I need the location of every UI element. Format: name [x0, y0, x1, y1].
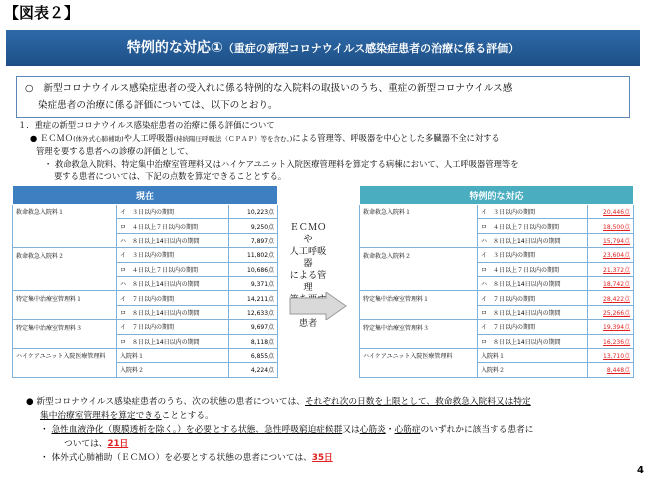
- table-row: [360, 205, 634, 219]
- bottom-notes: [26, 395, 636, 465]
- section-bullet: [18, 132, 638, 146]
- cell-points: 28,422点: [588, 291, 634, 305]
- cell-name: 特定集中治療室管理料１: [13, 291, 117, 305]
- table-row: [360, 291, 634, 305]
- item-1-g: のいずれかに該当する患者に: [420, 425, 534, 435]
- cell-name: [360, 334, 478, 348]
- table-row: [13, 291, 278, 305]
- cell-name: [360, 363, 478, 377]
- cell-name: [13, 219, 117, 233]
- bullet-ecmo: ＥＣＭＯ: [39, 132, 74, 143]
- table-row: [13, 276, 278, 290]
- cell-name: [13, 363, 117, 377]
- section-1: [18, 119, 638, 183]
- cell-name: [360, 233, 478, 247]
- cell-points: 11,802点: [229, 248, 278, 262]
- item-1-c: 又は: [342, 425, 360, 435]
- summary-line-1: 新型コロナウイルス感染症患者の受入れに係る特例的な入院料の取扱いのうち、重症の新型コロナウイルス感: [43, 83, 513, 94]
- bottom-mark: ●: [26, 397, 34, 407]
- bullet-ventilator: や人工呼吸器: [123, 132, 174, 143]
- cell-period: ロ ４日以上７日以内の期間: [117, 262, 229, 276]
- cell-period: ハ ８日以上14日以内の期間: [117, 276, 229, 290]
- bullet-mark: ●: [30, 132, 38, 143]
- cell-period: 入院料１: [117, 348, 229, 362]
- table-row: [360, 363, 634, 377]
- bottom-p1-b: それぞれ次の日数を上限として、救命救急入院料又は特定: [304, 397, 531, 407]
- cell-period: イ ７日以内の期間: [117, 320, 229, 334]
- current-table-header: 現在: [13, 186, 278, 205]
- cell-points: 10,223点: [229, 205, 278, 219]
- cell-period: イ ７日以内の期間: [478, 320, 588, 334]
- cell-name: [360, 262, 478, 276]
- cell-points: 19,394点: [588, 320, 634, 334]
- cell-points: 9,697点: [229, 320, 278, 334]
- cell-name: [13, 276, 117, 290]
- cell-period: 入院料２: [478, 363, 588, 377]
- table-row: [360, 233, 634, 247]
- summary-mark: ○: [25, 83, 34, 94]
- cell-period: イ ７日以内の期間: [117, 291, 229, 305]
- item-1-a: 急性血液浄化（腹膜透析を除く。）を必要とする状態、: [51, 425, 265, 435]
- cell-name: [360, 305, 478, 319]
- table-row: [360, 348, 634, 362]
- middle-note-line: 患者: [298, 318, 318, 329]
- banner-title: 特例的な対応①: [126, 40, 223, 56]
- table-row: [13, 334, 278, 348]
- cell-points: 25,266点: [588, 305, 634, 319]
- section-sub-item: [18, 158, 638, 171]
- summary-box: [16, 76, 630, 118]
- item-1-mark: ・: [40, 425, 49, 435]
- cell-points: 8,448点: [588, 363, 634, 377]
- cell-name: 救命救急入院料１: [360, 205, 478, 219]
- table-row: [360, 334, 634, 348]
- bottom-paragraph-line-2: [26, 409, 636, 423]
- cell-points: 15,794点: [588, 233, 634, 247]
- cell-name: 救命救急入院料２: [360, 248, 478, 262]
- bottom-p1-c: 集中治療室管理料を算定できる: [40, 411, 162, 421]
- cell-points: 12,633点: [229, 305, 278, 319]
- item-1-days: 21日: [107, 439, 129, 449]
- cell-name: 特定集中治療室管理料３: [13, 320, 117, 334]
- cell-period: ロ ４日以上７日以内の期間: [478, 262, 588, 276]
- cell-name: [360, 276, 478, 290]
- cell-points: 7,897点: [229, 233, 278, 247]
- table-row: [360, 320, 634, 334]
- cell-name: [13, 233, 117, 247]
- table-row: [360, 262, 634, 276]
- cell-points: 21,372点: [588, 262, 634, 276]
- item-1-h: ついては、: [64, 439, 108, 449]
- table-row: [13, 348, 278, 362]
- bullet-ventilator-note: (持続陽圧呼吸法（ＣＰＡＰ）等を含む。): [173, 134, 293, 143]
- cell-points: 20,446点: [588, 205, 634, 219]
- cell-period: イ ３日以内の期間: [478, 248, 588, 262]
- cell-period: イ ３日以内の期間: [117, 205, 229, 219]
- table-row: [13, 305, 278, 319]
- cell-name: 特定集中治療室管理料１: [360, 291, 478, 305]
- cell-name: [13, 334, 117, 348]
- figure-label: 【図表２】: [4, 4, 80, 22]
- cell-points: 9,371点: [229, 276, 278, 290]
- middle-note-line: ＥＣＭＯや: [289, 222, 327, 245]
- cell-points: 10,686点: [229, 262, 278, 276]
- item-1-e: ・: [385, 425, 395, 435]
- bottom-p1-d: こととする。: [161, 411, 214, 421]
- bottom-item-2: [26, 451, 636, 465]
- title-banner: [6, 30, 640, 66]
- sub-line-1: 救命救急入院料、特定集中治療室管理料又はハイケアユニット入院医療管理料を算定する病棟において、人工呼吸器管理等を: [54, 158, 519, 169]
- table-row: [360, 248, 634, 262]
- item-1-d: 心筋炎: [359, 425, 386, 435]
- table-row: [13, 320, 278, 334]
- right-arrow-icon: [288, 292, 348, 320]
- cell-period: ロ ４日以上７日以内の期間: [117, 219, 229, 233]
- cell-period: ロ ４日以上７日以内の期間: [478, 219, 588, 233]
- table-row: [13, 248, 278, 262]
- bottom-item-1: [26, 423, 636, 437]
- bottom-item-1-line-2: [26, 437, 636, 451]
- bullet-text: による管理等、呼吸器を中心とした多臓器不全に対する: [292, 132, 500, 143]
- table-row: [360, 219, 634, 233]
- sub-mark: ・: [44, 158, 53, 169]
- cell-period: ハ ８日以上14日以内の期間: [478, 276, 588, 290]
- cell-name: 救命救急入院料１: [13, 205, 117, 219]
- cell-period: 入院料２: [117, 363, 229, 377]
- table-row: [360, 276, 634, 290]
- item-2-mark: ・: [40, 453, 49, 463]
- table-row: [13, 205, 278, 219]
- item-1-f: 心筋症: [394, 425, 421, 435]
- cell-period: 入院料１: [478, 348, 588, 362]
- cell-points: 13,710点: [588, 348, 634, 362]
- cell-name: 救命救急入院料２: [13, 248, 117, 262]
- current-table: [12, 185, 278, 378]
- item-2-days: 35日: [311, 453, 333, 463]
- special-table: [359, 185, 634, 378]
- cell-points: 23,604点: [588, 248, 634, 262]
- special-table-header: 特例的な対応: [360, 186, 634, 205]
- cell-name: ハイケアユニット入院医療管理料: [13, 348, 117, 362]
- table-row: [13, 363, 278, 377]
- item-2-a: 体外式心肺補助（ＥＣＭＯ）を必要とする状態の患者については、: [51, 453, 312, 463]
- page-number: 4: [637, 465, 644, 476]
- middle-note-line: による管理: [289, 270, 327, 293]
- middle-note-line: 人工呼吸器: [289, 246, 327, 269]
- cell-period: ロ ８日以上14日以内の期間: [478, 305, 588, 319]
- cell-name: ハイケアユニット入院医療管理料: [360, 348, 478, 362]
- item-1-b: 急性呼吸窮迫症候群: [264, 425, 343, 435]
- section-heading: １．重症の新型コロナウイルス感染症患者の治療に係る評価について: [18, 120, 275, 130]
- cell-period: イ ３日以内の期間: [117, 248, 229, 262]
- bottom-paragraph: [26, 395, 636, 409]
- cell-points: 9,250点: [229, 219, 278, 233]
- cell-name: [13, 262, 117, 276]
- cell-period: イ ７日以内の期間: [478, 291, 588, 305]
- section-bullet-line-2: 管理を要する患者への診療の評価として、: [36, 146, 194, 156]
- bullet-ecmo-note: (体外式心肺補助): [73, 134, 124, 143]
- sub-line-2: 要する患者については、下記の点数を算定できることとする。: [54, 171, 287, 181]
- cell-points: 4,224点: [229, 363, 278, 377]
- bottom-p1-a: 新型コロナウイルス感染症患者のうち、次の状態の患者については、: [36, 397, 305, 407]
- cell-points: 6,855点: [229, 348, 278, 362]
- cell-period: ハ ８日以上14日以内の期間: [117, 233, 229, 247]
- table-row: [13, 233, 278, 247]
- cell-points: 16,236点: [588, 334, 634, 348]
- summary-line-2: 染症患者の治療に係る評価については、以下のとおり。: [38, 100, 278, 111]
- cell-period: ロ ８日以上14日以内の期間: [478, 334, 588, 348]
- table-row: [13, 219, 278, 233]
- cell-name: 特定集中治療室管理料３: [360, 320, 478, 334]
- cell-period: ロ ８日以上14日以内の期間: [117, 305, 229, 319]
- cell-points: 8,118点: [229, 334, 278, 348]
- cell-period: ハ ８日以上14日以内の期間: [478, 233, 588, 247]
- cell-period: ロ ８日以上14日以内の期間: [117, 334, 229, 348]
- table-row: [360, 305, 634, 319]
- banner-subtitle: （重症の新型コロナウイルス感染症患者の治療に係る評価）: [222, 42, 520, 55]
- cell-points: 14,211点: [229, 291, 278, 305]
- cell-name: [13, 305, 117, 319]
- cell-name: [360, 219, 478, 233]
- table-row: [13, 262, 278, 276]
- cell-period: イ ３日以内の期間: [478, 205, 588, 219]
- cell-points: 18,742点: [588, 276, 634, 290]
- cell-points: 18,500点: [588, 219, 634, 233]
